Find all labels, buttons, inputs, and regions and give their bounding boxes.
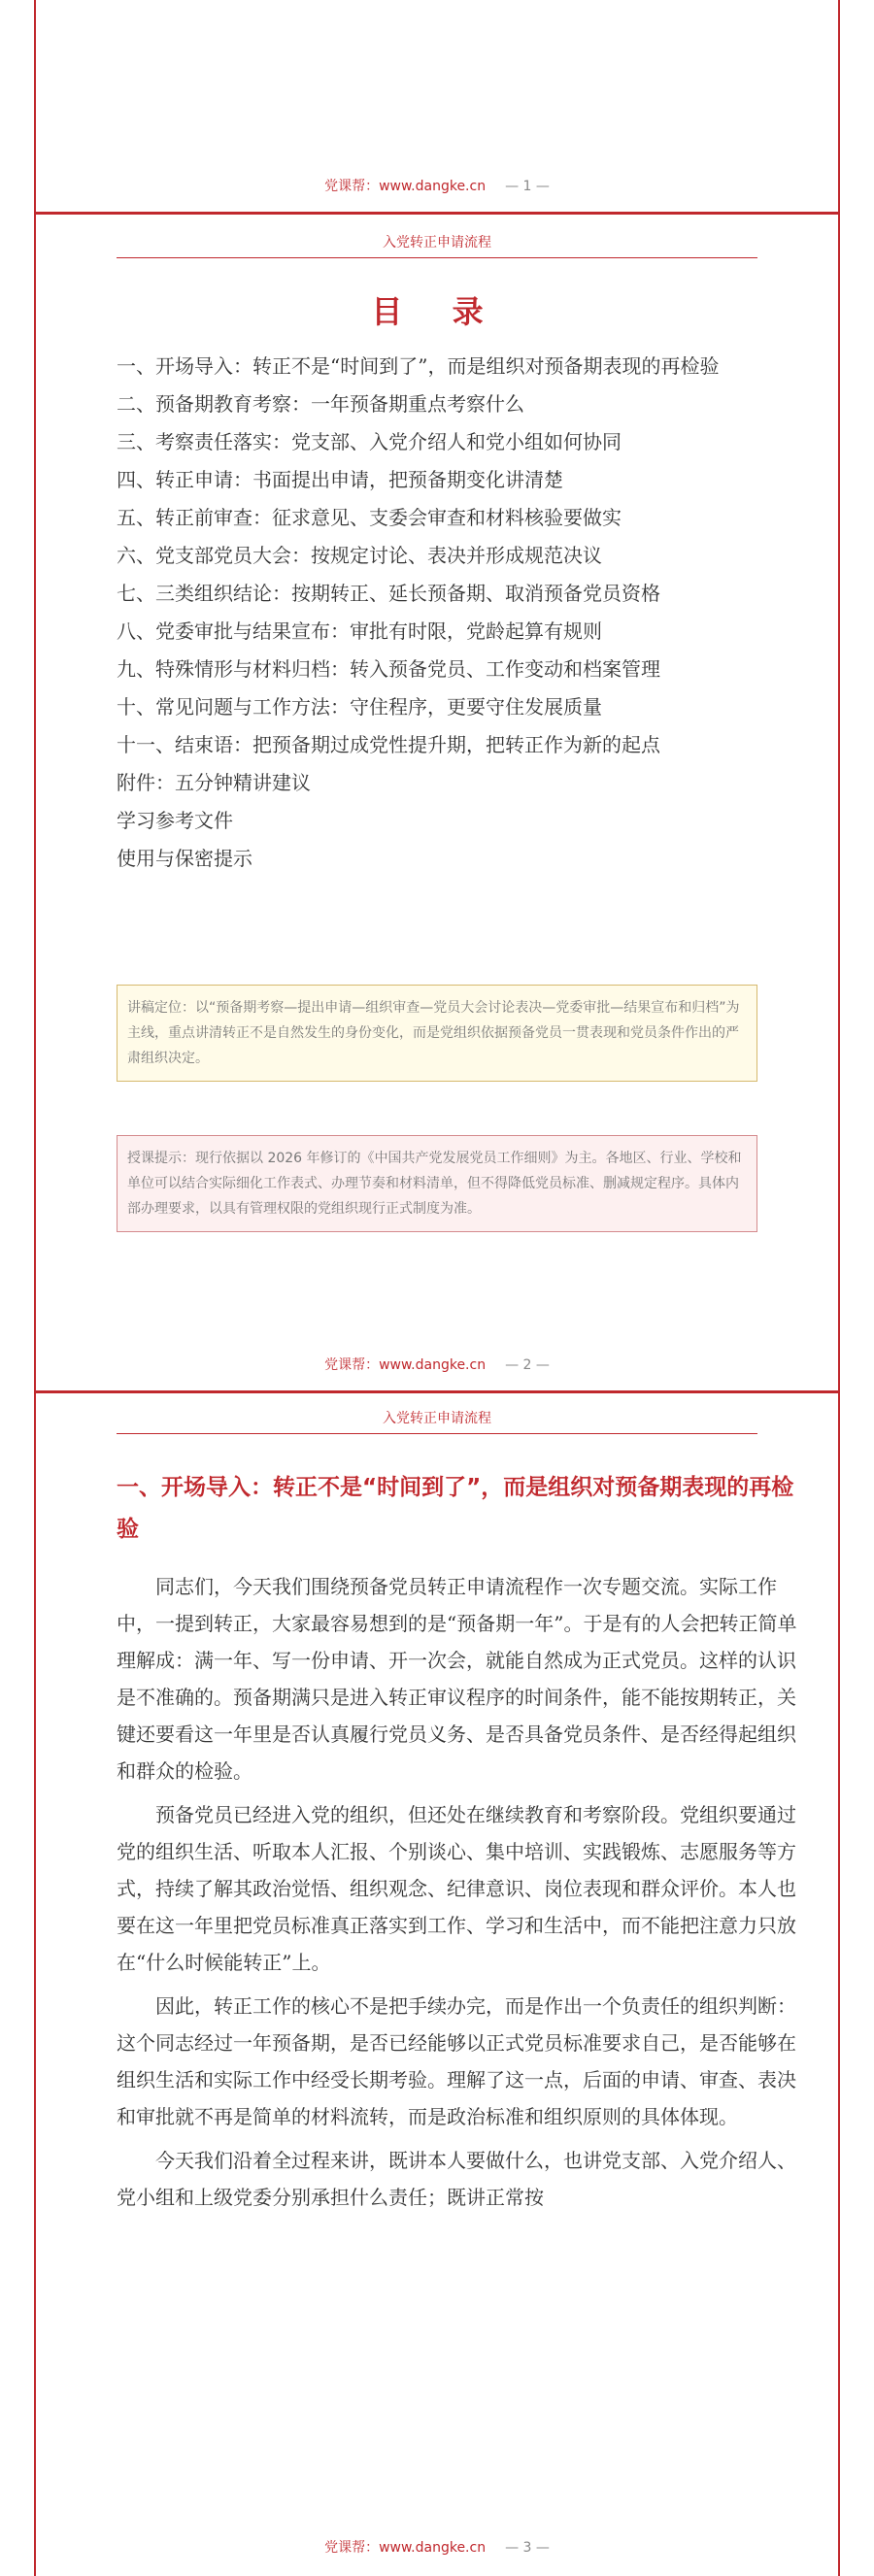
toc-item: 二、预备期教育考察：一年预备期重点考察什么 — [117, 392, 524, 416]
teaching-note: 授课提示：现行依据以 2026 年修订的《中国共产党发展党员工作细则》为主。各地区、行业、学校和单位可以结合实际细化工作表式、办理节奏和材料清单，但不得降低党员标准、删减规定程序。具体内部办理要求，以具有管理权限的党组织现行正式制度为准。 — [117, 1135, 757, 1232]
positioning-note: 讲稿定位：以“预备期考察—提出申请—组织审查—党员大会讨论表决—党委审批—结果宣布和归档”为主线，重点讲清转正不是自然发生的身份变化，而是党组织依据预备党员一贯表现和党员条件作出的严肃组织决定。 — [117, 985, 757, 1082]
page-2 — [34, 215, 840, 1390]
section-body — [117, 1568, 801, 2223]
toc-item: 八、党委审批与结果宣布：审批有时限，党龄起算有规则 — [117, 619, 602, 643]
toc-item: 五、转正前审查：征求意见、支委会审查和材料核验要做实 — [117, 506, 622, 529]
toc-item: 三、考察责任落实：党支部、入党介绍人和党小组如何协同 — [117, 430, 622, 453]
running-head: 入党转正申请流程 — [117, 1408, 757, 1434]
toc-title: 目 录 — [371, 293, 503, 330]
footer-page-number: — 3 — — [505, 2540, 550, 2556]
toc-item: 九、特殊情形与材料归档：转入预备党员、工作变动和档案管理 — [117, 657, 660, 681]
toc-item: 附件：五分钟精讲建议 — [117, 771, 311, 794]
body-paragraph: 今天我们沿着全过程来讲，既讲本人要做什么，也讲党支部、入党介绍人、党小组和上级党委分别承担什么责任；既讲正常按 — [117, 2149, 796, 2209]
toc-item: 四、转正申请：书面提出申请，把预备期变化讲清楚 — [117, 468, 563, 491]
footer-site: 党课帮：www.dangke.cn — [324, 179, 487, 194]
page-footer — [36, 176, 838, 195]
body-paragraph: 预备党员已经进入党的组织，但还处在继续教育和考察阶段。党组织要通过党的组织生活、听取本人汇报、个别谈心、集中培训、实践锻炼、志愿服务等方式，持续了解其政治觉悟、组织观念、纪律意识、岗位表现和群众评价。本人也要在这一年里把党员标准真正落实到工作、学习和生活中，而不能把注意力只放在“什么时候能转正”上。 — [117, 1803, 796, 1974]
footer-site: 党课帮：www.dangke.cn — [324, 1357, 487, 1373]
toc-list — [117, 348, 796, 878]
footer-page-number: — 2 — — [505, 1357, 550, 1373]
toc-item: 十、常见问题与工作方法：守住程序，更要守住发展质量 — [117, 695, 602, 719]
footer-site: 党课帮：www.dangke.cn — [324, 2540, 487, 2556]
running-head: 入党转正申请流程 — [117, 232, 757, 258]
toc-item: 学习参考文件 — [117, 809, 233, 832]
footer-page-number: — 1 — — [505, 179, 550, 194]
toc-item: 七、三类组织结论：按期转正、延长预备期、取消预备党员资格 — [117, 582, 660, 605]
toc-item: 十一、结束语：把预备期过成党性提升期，把转正作为新的起点 — [117, 733, 660, 756]
page-footer — [36, 2537, 838, 2557]
body-paragraph: 同志们，今天我们围绕预备党员转正申请流程作一次专题交流。实际工作中，一提到转正，大家最容易想到的是“预备期一年”。于是有的人会把转正简单理解成：满一年、写一份申请、开一次会，就能自然成为正式党员。这样的认识是不准确的。预备期满只是进入转正审议程序的时间条件，能不能按期转正，关键还要看这一年里是否认真履行党员义务、是否具备党员条件、是否经得起组织和群众的检验。 — [117, 1575, 797, 1783]
page-1 — [34, 0, 840, 212]
toc-item: 六、党支部党员大会：按规定讨论、表决并形成规范决议 — [117, 544, 602, 567]
body-paragraph: 因此，转正工作的核心不是把手续办完，而是作出一个负责任的组织判断：这个同志经过一年预备期，是否已经能够以正式党员标准要求自己，是否能够在组织生活和实际工作中经受长期考验。理解了这一点，后面的申请、审查、表决和审批就不再是简单的材料流转，而是政治标准和组织原则的具体体现。 — [117, 1994, 796, 2128]
toc-item: 使用与保密提示 — [117, 847, 252, 870]
page-footer — [36, 1355, 838, 1374]
page-3 — [34, 1393, 840, 2576]
section-heading: 一、开场导入：转正不是“时间到了”，而是组织对预备期表现的再检验 — [117, 1475, 794, 1542]
toc-item: 一、开场导入：转正不是“时间到了”，而是组织对预备期表现的再检验 — [117, 354, 720, 378]
